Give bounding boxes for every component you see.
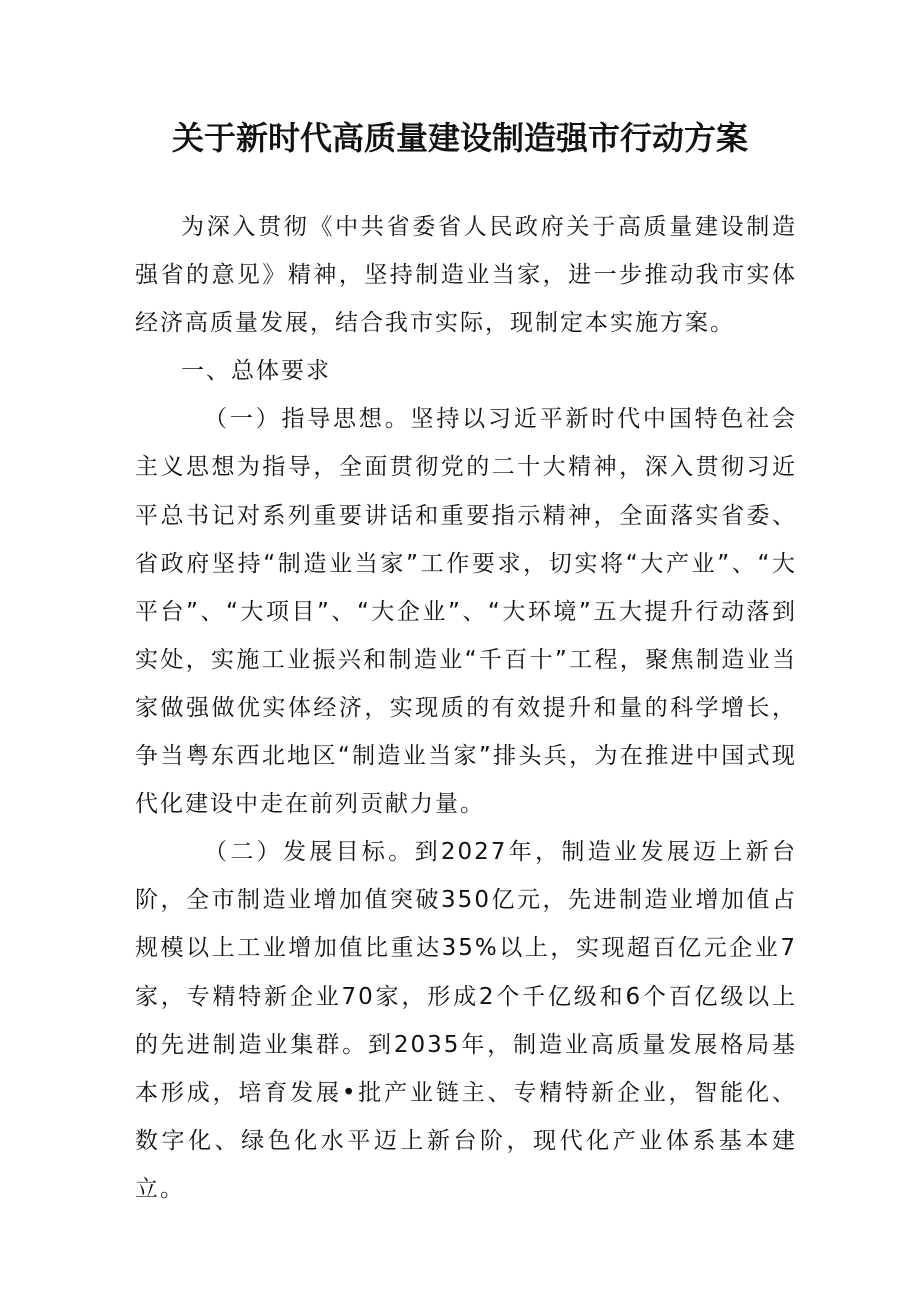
guiding-ideology-paragraph: （一）指导思想。坚持以习近平新时代中国特色社会主义思想为指导，全面贯彻党的二十大精神，深入贯彻习近平总书记对系列重要讲话和重要指示精神，全面落实省委、省政府坚持“制造业当家”工作要求，切实将“大产业”、“大平台”、“大项目”、“大企业”、“大环境”五大提升行动落到实处，实施工业振兴和制造业“千百十”工程，聚焦制造业当家做强做优实体经济，实现质的有效提升和量的科学增长，争当粤东西北地区“制造业当家”排头兵，为在推进中国式现代化建设中走在前列贡献力量。 bbox=[135, 406, 797, 818]
intro-paragraph: 为深入贯彻《中共省委省人民政府关于高质量建设制造强省的意见》精神，坚持制造业当家，进一步推动我市实体经济高质量发展，结合我市实际，现制定本实施方案。 bbox=[135, 214, 797, 337]
document-body bbox=[135, 203, 797, 1213]
section-heading-general-requirements: 一、总体要求 bbox=[181, 358, 331, 385]
document-title: 关于新时代高质量建设制造强市行动方案 bbox=[171, 119, 748, 158]
development-goals-paragraph: （二）发展目标。到2027年，制造业发展迈上新台阶，全市制造业增加值突破350亿元，先进制造业增加值占规模以上工业增加值比重达35%以上，实现超百亿元企业7家，专精特新企业70家，形成2个千亿级和6个百亿级以上的先进制造业集群。到2035年，制造业高质量发展格局基本形成，培育发展•批产业链主、专精特新企业，智能化、数字化、绿色化水平迈上新台阶，现代化产业体系基本建立。 bbox=[135, 839, 797, 1202]
